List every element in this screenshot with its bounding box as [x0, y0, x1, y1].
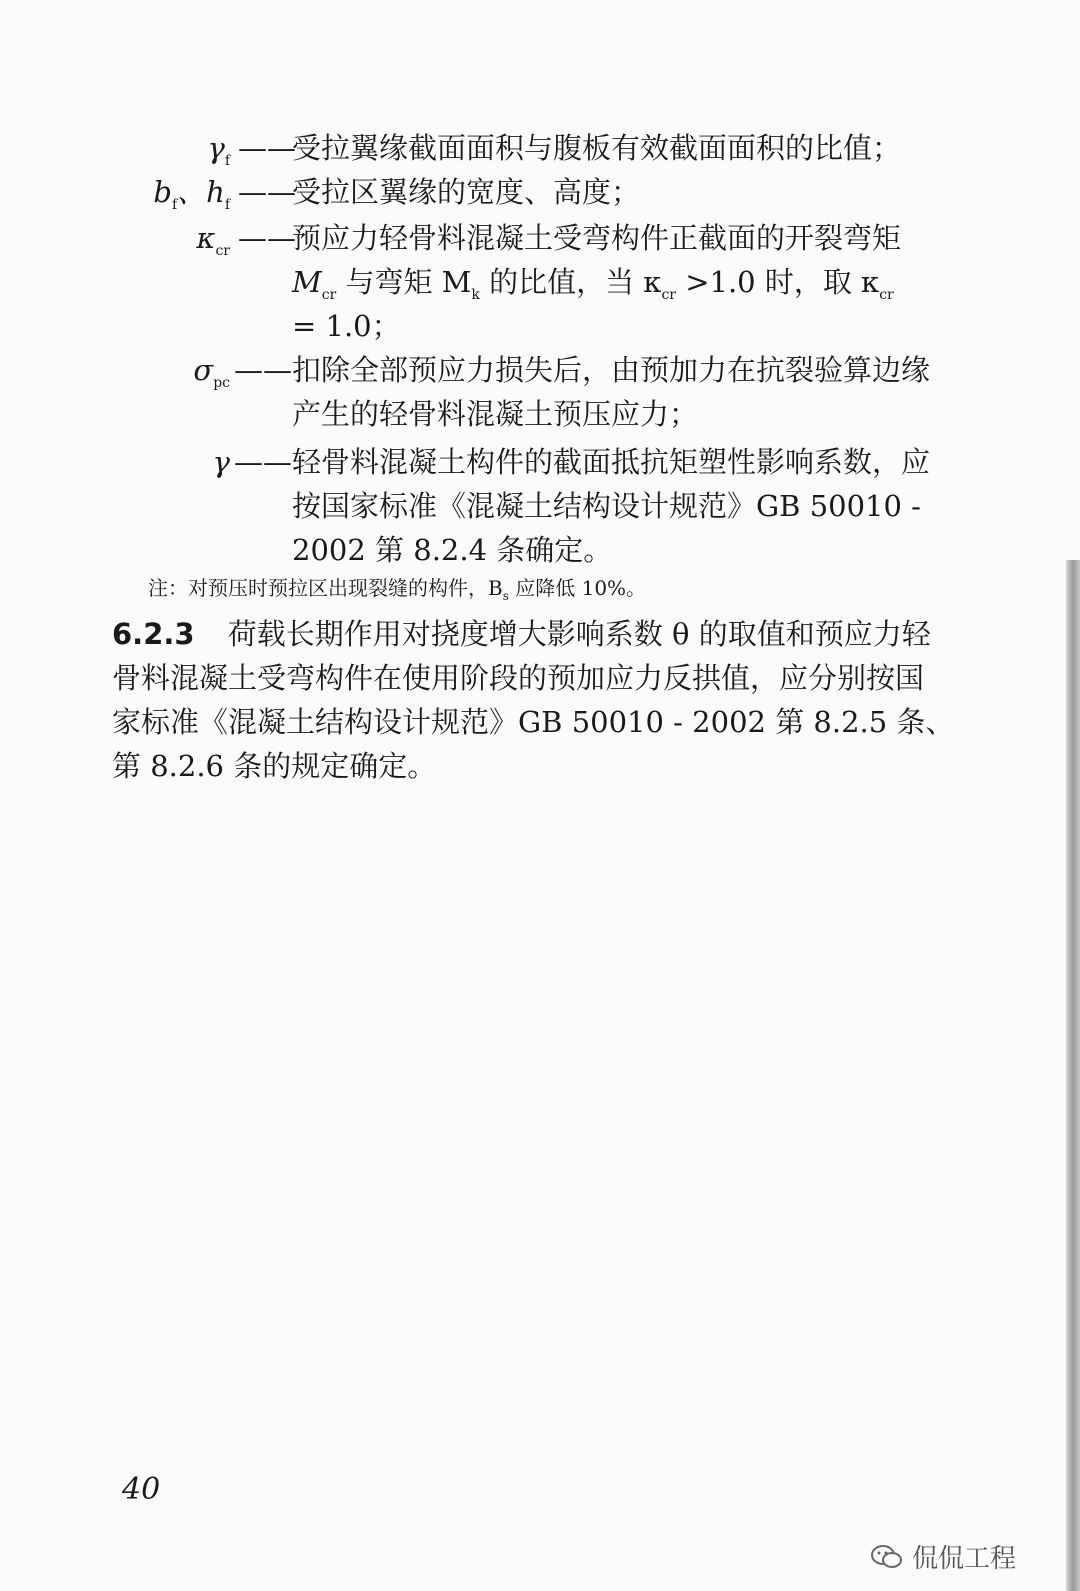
symbol: $\kappa_{cr}$ [196, 221, 230, 259]
dash: —— [238, 131, 296, 165]
symbol: $\gamma_f$ [207, 131, 230, 169]
definition-text: 轻骨料混凝土构件的截面抵抗矩塑性影响系数，应 [292, 445, 931, 479]
definition-kappa-cr-line2: $M_{cr}$ 与弯矩 $M_k$ 的比值，当 $\kappa_{cr} >1.0$ 时，取 $\kappa_{cr}$ [292, 265, 894, 303]
page-edge-shadow [1066, 560, 1080, 1591]
page-number: 40 [122, 1472, 161, 1507]
watermark: 侃侃工程 [870, 1538, 1016, 1575]
symbol: γ [212, 445, 230, 479]
symbol: $b_f$、$h_f$ [153, 175, 230, 213]
clause-number: 6.2.3 [112, 617, 195, 651]
definition-sigma-pc-line2: 产生的轻骨料混凝土预压应力； [292, 397, 699, 431]
wechat-icon [870, 1543, 904, 1571]
clause-line-3: 家标准《混凝土结构设计规范》GB 50010 - 2002 第 8.2.5 条、 [112, 705, 955, 739]
note: 注：对预压时预拉区出现裂缝的构件，$B_s$ 应降低 10%。 [148, 576, 647, 603]
dash: —— [238, 175, 296, 209]
dash: —— [238, 221, 296, 255]
definition-text: 扣除全部预应力损失后，由预加力在抗裂验算边缘 [292, 353, 931, 387]
dash: —— [234, 353, 292, 387]
clause-line-4: 第 8.2.6 条的规定确定。 [112, 749, 437, 783]
clause-line-1: 6.2.3 荷载长期作用对挠度增大影响系数 θ 的取值和预应力轻 [112, 617, 931, 651]
dash: —— [234, 445, 292, 479]
clause-line-2: 骨料混凝土受弯构件在使用阶段的预加应力反拱值，应分别按国 [112, 661, 925, 695]
symbol: $\sigma_{pc}$ [193, 353, 230, 391]
definition-gamma-line3: 2002 第 8.2.4 条确定。 [292, 533, 613, 567]
definition-text: 受拉翼缘截面面积与腹板有效截面面积的比值； [292, 131, 902, 165]
definition-kappa-cr-line3: = 1.0； [292, 309, 401, 343]
definition-text: 预应力轻骨料混凝土受弯构件正截面的开裂弯矩 [292, 221, 902, 255]
definition-gamma-line2: 按国家标准《混凝土结构设计规范》GB 50010 - [292, 489, 921, 523]
definition-text: 受拉区翼缘的宽度、高度； [292, 175, 641, 209]
